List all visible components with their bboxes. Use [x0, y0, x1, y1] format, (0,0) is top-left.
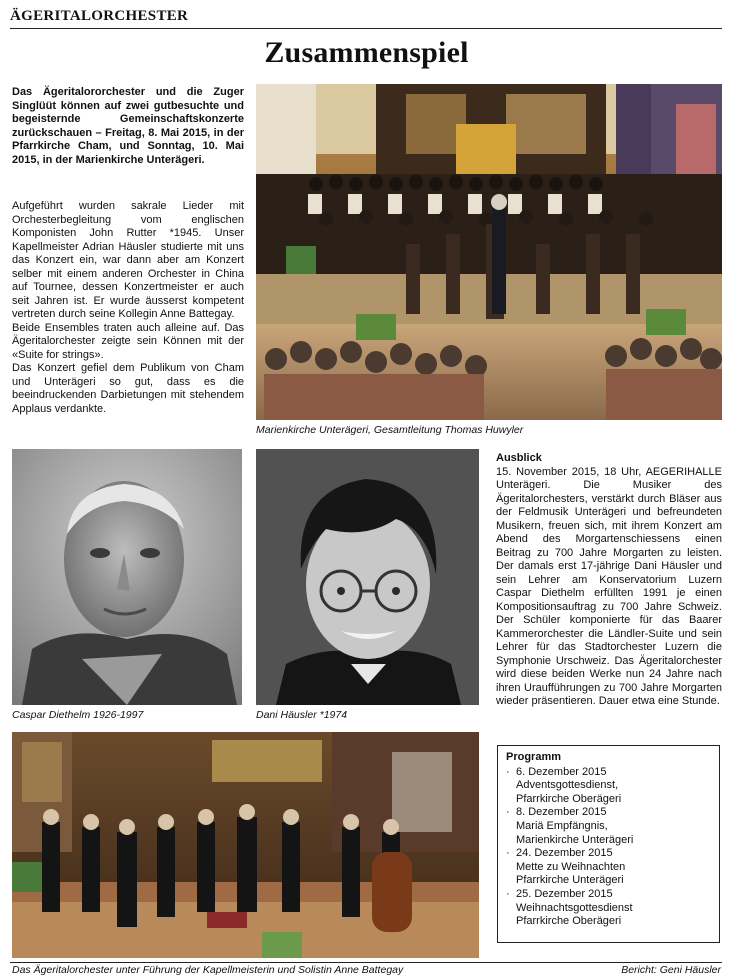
- dani-portrait-photo: [256, 449, 479, 705]
- program-date: · 24. Dezember 2015: [516, 847, 613, 860]
- body-paragraph-3: Das Konzert gefiel dem Publikum von Cham und Unterägeri so gut, dass es die beeindruckenden Darbietungen mit stehendem Applaus verdankte.: [12, 362, 244, 415]
- outlook-section: [496, 452, 722, 709]
- orchestra-photo: [12, 732, 479, 958]
- program-title: Programm: [506, 751, 562, 763]
- program-line: Pfarrkirche Unterägeri: [516, 874, 624, 887]
- program-date: · 6. Dezember 2015: [516, 765, 607, 778]
- bottom-divider: [10, 962, 722, 963]
- outlook-text: 15. November 2015, 18 Uhr, AEGERIHALLE Unterägeri. Die Musiker des Ägeritalorchesters, verstärkt durch Bläser aus der Feldmusik Unterägeri und befreundeten Musikern, freuen sich, mit ihrem Konzert am Abend des Morgartenschiessens einen Beitrag zu 700 Jahre Morgarten zu leisten. Der damals erst 17-jährige Dani Häusler und sein Lehrer am Konservatorium Luzern Caspar Diethelm erfüllten 1991 je einen Kompositionsauftrag zu 700 Jahre Schweiz. Der Schüler komponierte für das Baarer Kammerorchester die Ländler-Suite und sein Lehrer für das Stadtorchester Luzern die Symphonie Urschweiz. Das Ägeritalorchester wird diese beiden Werke nun 24 Jahre nach ihren Uraufführungen zu 700 Jahre Morgarten wieder präsentieren. Dauer etwa eine Stunde.: [496, 465, 722, 707]
- section-label: ÄGERITALORCHESTER: [10, 8, 189, 24]
- program-date: · 8. Dezember 2015: [516, 806, 607, 819]
- caspar-caption: Caspar Diethelm 1926-1997: [12, 709, 144, 721]
- body-paragraph-2: Beide Ensembles traten auch alleine auf. Das Ägeritalorchester zeigte sein Können mit der «Suite for strings».: [12, 321, 244, 361]
- program-item: [506, 847, 711, 888]
- dani-portrait-image: [256, 449, 479, 705]
- church-photo-caption: Marienkirche Unterägeri, Gesamtleitung Thomas Huwyler: [256, 424, 524, 436]
- program-line: Weihnachtsgottesdienst: [516, 901, 633, 914]
- body-paragraph-1: Aufgeführt wurden sakrale Lieder mit Orchesterbegleitung vom englischen Komponisten John Rutter *1945. Unser Kapellmeister Adrian Häusler studierte mit uns das Konzert ein, war dann aber am Konzert selber mit einem anderen Orchester in China auf Tournee, dessen Konzertmeister er auch seit Jahren ist. Er wurde äusserst kompetent vertreten durch seine Kollegin Anne Battegay.: [12, 200, 244, 320]
- orchestra-image: [12, 732, 479, 958]
- headline: Zusammenspiel: [264, 36, 469, 69]
- caspar-portrait-image: [12, 449, 242, 705]
- program-line: Mariä Empfängnis,: [516, 819, 608, 832]
- program-line: Pfarrkirche Oberägeri: [516, 915, 622, 928]
- church-concert-photo: [256, 84, 722, 420]
- report-credit: Bericht: Geni Häusler: [621, 964, 721, 976]
- lead-text: Das Ägeritalororchester und die Zuger Singlüüt können auf zwei gutbesuchte und begeisternde Gemeinschaftskonzerte zurückschauen – Freitag, 8. Mai 2015, in der Pfarrkirche Cham, und Sonntag, 10. Mai 2015, in der Marienkirche Unterägeri.: [12, 86, 244, 166]
- orchestra-caption: Das Ägeritalorchester unter Führung der Kapellmeisterin und Solistin Anne Battegay: [12, 964, 404, 976]
- program-line: Adventsgottesdienst,: [516, 779, 619, 792]
- program-box: [497, 745, 720, 943]
- program-item: [506, 806, 711, 847]
- lead-paragraph: [12, 86, 244, 167]
- caspar-portrait-photo: [12, 449, 242, 705]
- program-item: [506, 888, 711, 929]
- program-line: Mette zu Weihnachten: [516, 860, 626, 873]
- program-line: Pfarrkirche Oberägeri: [516, 792, 622, 805]
- program-item: [506, 766, 711, 807]
- program-line: Marienkirche Unterägeri: [516, 833, 634, 846]
- outlook-title: Ausblick: [496, 452, 542, 464]
- body-text: [12, 200, 244, 416]
- program-date: · 25. Dezember 2015: [516, 887, 613, 900]
- church-concert-image: [256, 84, 722, 420]
- dani-caption: Dani Häusler *1974: [256, 709, 348, 721]
- top-divider: [10, 28, 722, 29]
